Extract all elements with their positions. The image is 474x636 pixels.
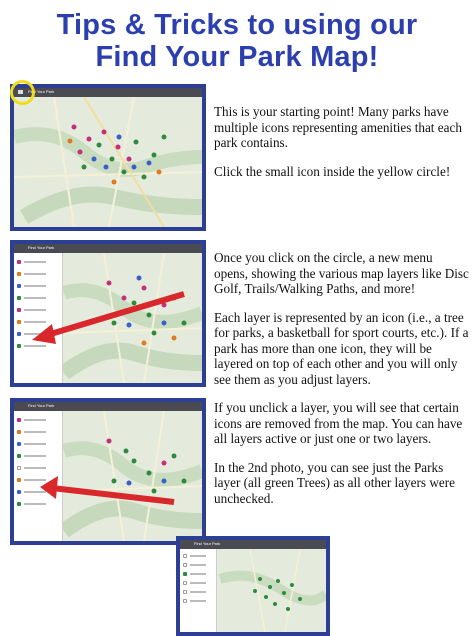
- step-3-paragraph-1: If you unclick a layer, you will see that certain icons are removed from the map. You can have all layers active or just one or two layers.: [214, 400, 463, 446]
- page-title-line-1: Tips & Tricks to using our: [56, 9, 418, 41]
- layers-sidebar: [180, 549, 217, 632]
- red-arrow-icon: [14, 244, 202, 383]
- screenshot-layers-menu: [10, 240, 206, 387]
- step-3-text: [214, 400, 469, 506]
- screenshot-starting-map: [10, 84, 206, 231]
- layer-row[interactable]: [183, 562, 216, 567]
- step-2-paragraph-1: Once you click on the circle, a new menu opens, showing the various map layers like Disc Golf, Trails/Walking Paths, and more!: [214, 250, 469, 296]
- yellow-highlight-circle: [10, 80, 35, 105]
- step-1-paragraph-1: This is your starting point! Many parks have multiple icons representing amenities that each park contains.: [214, 104, 462, 150]
- map-app-title: Find Your Park: [28, 403, 55, 408]
- step-1-text: [214, 104, 464, 192]
- layer-row[interactable]: [183, 598, 216, 603]
- map-header-bar: [180, 540, 326, 549]
- layer-row[interactable]: [183, 571, 216, 576]
- map-app-title: Find Your Park: [28, 89, 55, 94]
- step-2-text: [214, 250, 469, 400]
- map-app-title: Find Your Park: [28, 245, 55, 250]
- red-arrow-icon: [14, 402, 202, 541]
- map-app-title: Find Your Park: [194, 541, 221, 546]
- step-2-paragraph-2: Each layer is represented by an icon (i.e., a tree for parks, a basketball for sport courts, etc.). If a park has more than one icon, they will be layered on top of each other and you will only see them as you adjust layers.: [214, 309, 469, 387]
- step-3-paragraph-2: In the 2nd photo, you can see just the Parks layer (all green Trees) as all other layers were unchecked.: [214, 459, 455, 506]
- layer-row[interactable]: [183, 553, 216, 558]
- map-header-bar: [14, 88, 202, 97]
- layer-row[interactable]: [183, 580, 216, 585]
- screenshot-parks-layer-only: [176, 536, 330, 636]
- step-1-paragraph-2: Click the small icon inside the yellow circle!: [214, 163, 451, 179]
- screenshot-unchecked-layer: [10, 398, 206, 545]
- layer-row[interactable]: [183, 589, 216, 594]
- page-title-line-2: Find Your Park Map!: [95, 41, 379, 73]
- map-view: [14, 97, 202, 227]
